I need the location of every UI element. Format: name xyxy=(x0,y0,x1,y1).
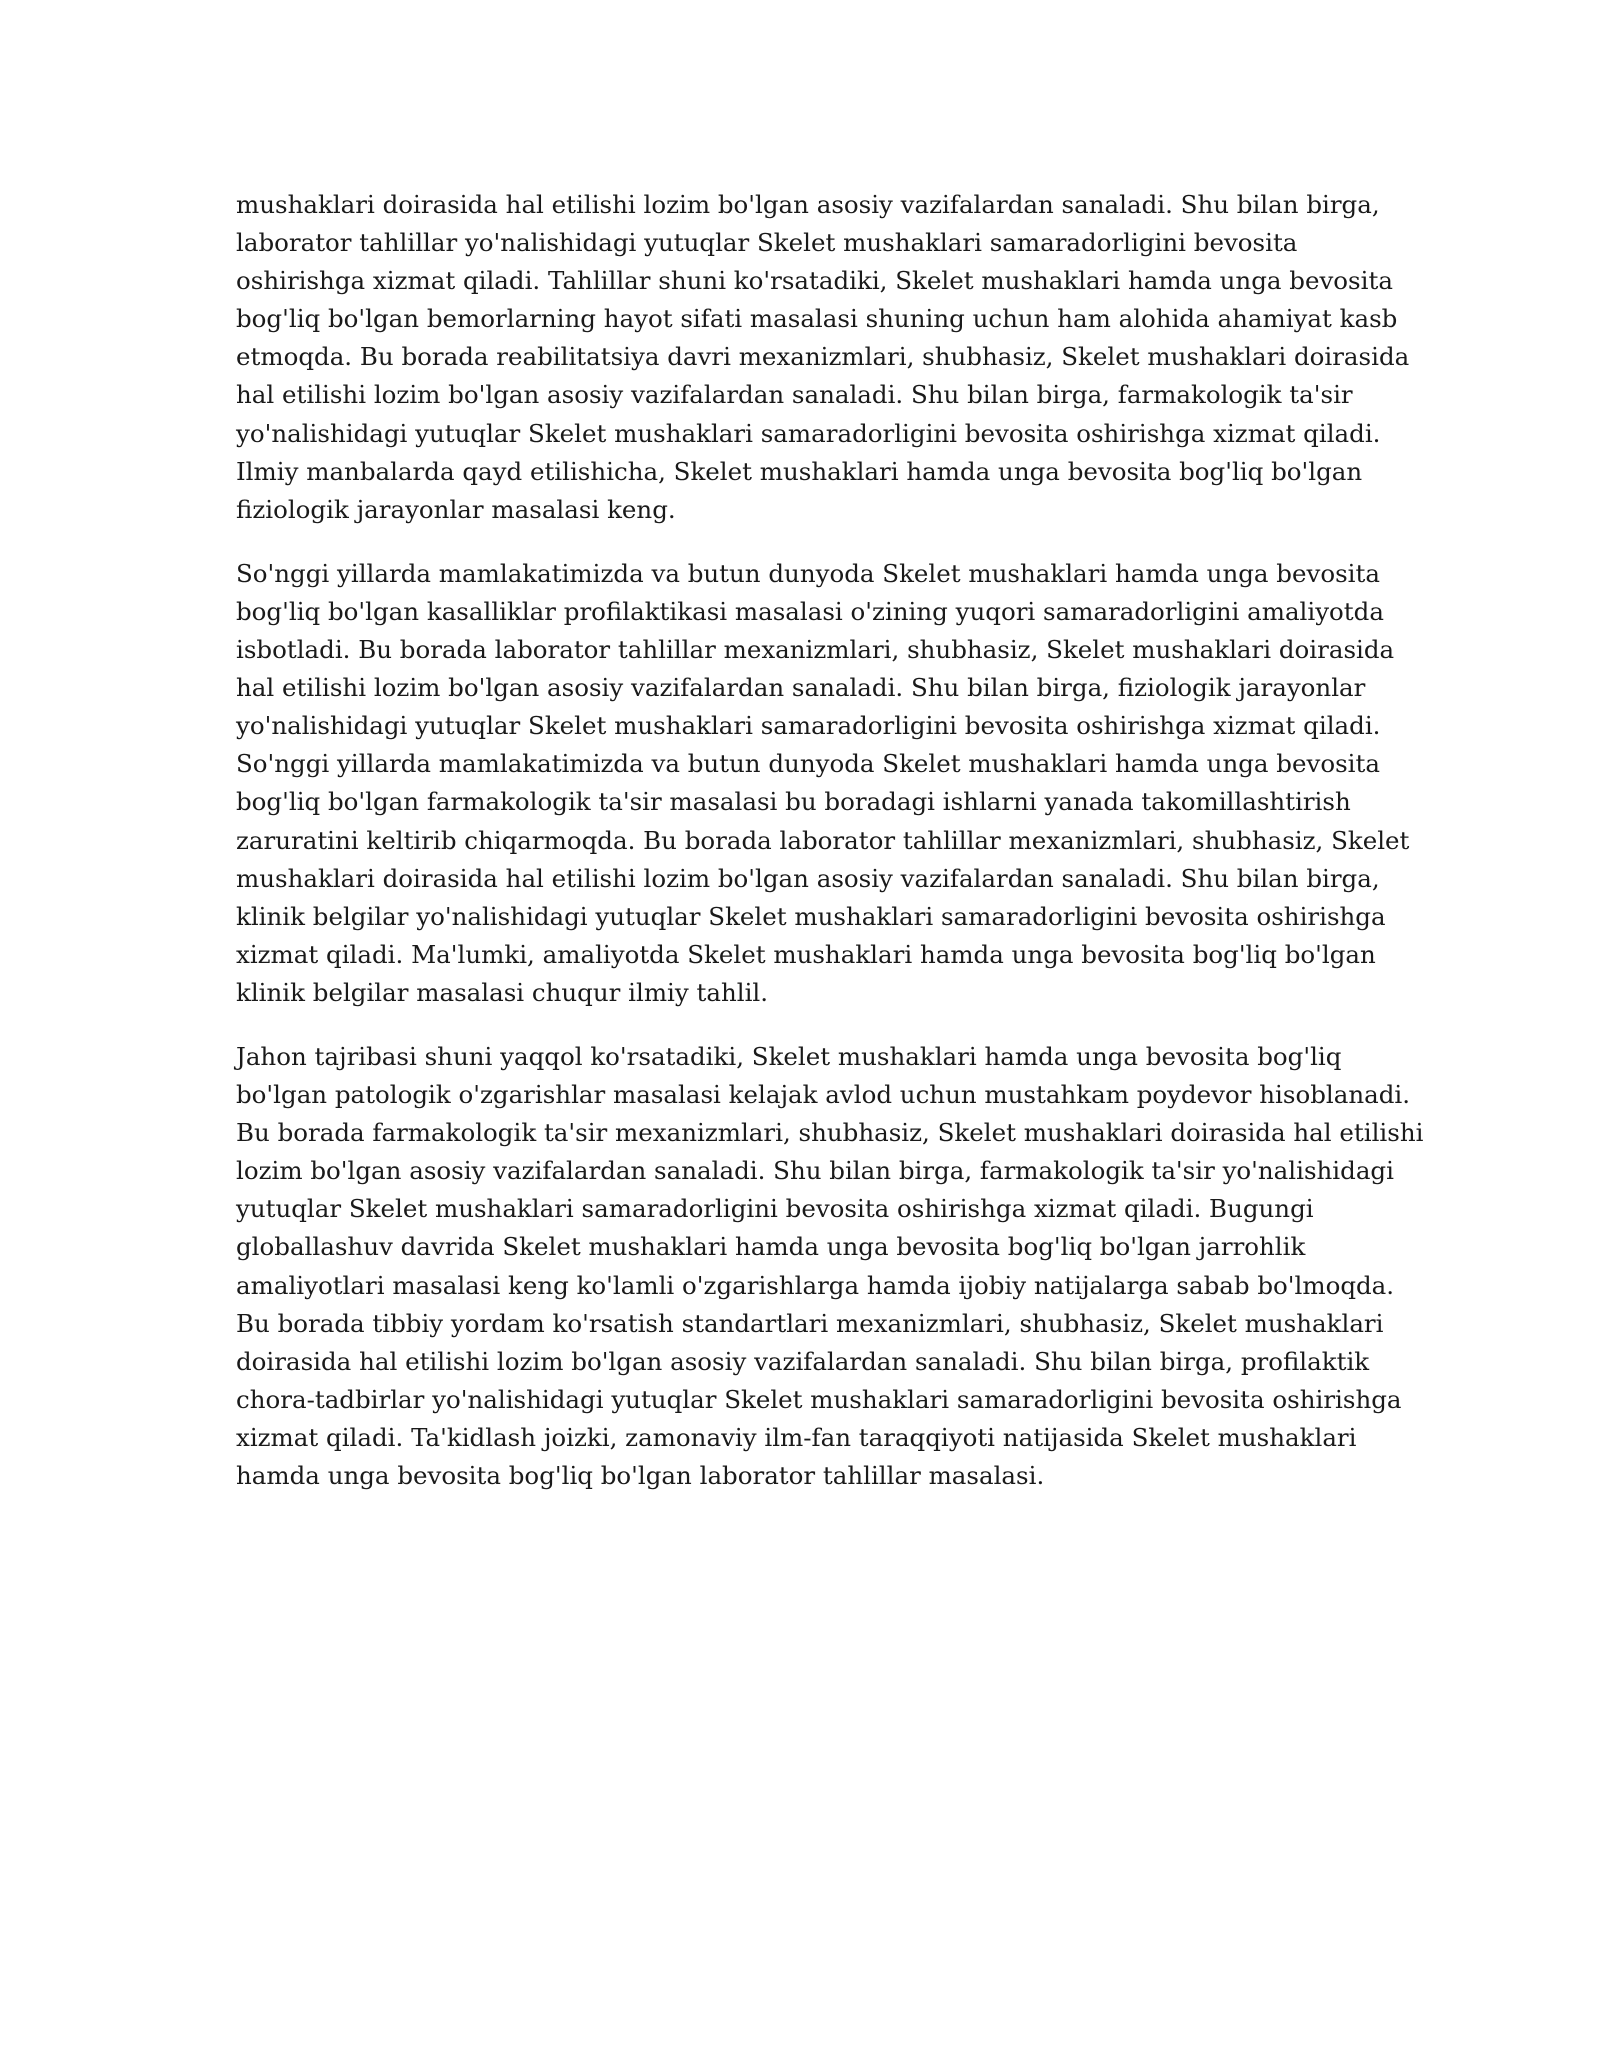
text-line: yo'nalishidagi yutuqlar Skelet mushaklari samaradorligini bevosita oshirishga xizmat qiladi. xyxy=(236,418,1381,448)
text-line: globallashuv davrida Skelet mushaklari hamda unga bevosita bog'liq bo'lgan jarrohlik xyxy=(236,1232,1306,1262)
text-line: hal etilishi lozim bo'lgan asosiy vazifalardan sanaladi. Shu bilan birga, farmakologik ta'sir xyxy=(236,380,1353,410)
text-line: Bu borada farmakologik ta'sir mexanizmlari, shubhasiz, Skelet mushaklari doirasida hal etilishi xyxy=(236,1118,1424,1148)
text-line: laborator tahlillar yo'nalishidagi yutuqlar Skelet mushaklari samaradorligini bevosita xyxy=(236,228,1298,258)
text-line: mushaklari doirasida hal etilishi lozim bo'lgan asosiy vazifalardan sanaladi. Shu bilan birga, xyxy=(236,190,1380,219)
text-line: So'nggi yillarda mamlakatimizda va butun dunyoda Skelet mushaklari hamda unga bevosita xyxy=(236,558,1380,588)
text-line: Ilmiy manbalarda qayd etilishicha, Skelet mushaklari hamda unga bevosita bog'liq bo'lgan xyxy=(236,456,1363,486)
text-line: klinik belgilar yo'nalishidagi yutuqlar Skelet mushaklari samaradorligini bevosita oshirishga xyxy=(236,901,1386,931)
text-line: doirasida hal etilishi lozim bo'lgan asosiy vazifalardan sanaladi. Shu bilan birga, profilaktik xyxy=(236,1346,1370,1376)
text-line: bog'liq bo'lgan kasalliklar profilaktikasi masalasi o'zining yuqori samaradorligini amaliyotda xyxy=(236,596,1384,626)
text-line: isbotladi. Bu borada laborator tahlillar mexanizmlari, shubhasiz, Skelet mushaklari doirasida xyxy=(236,635,1395,665)
text-line: Bu borada tibbiy yordam ko'rsatish standartlari mexanizmlari, shubhasiz, Skelet mushaklari xyxy=(236,1308,1384,1338)
text-line: bog'liq bo'lgan bemorlarning hayot sifati masalasi shuning uchun ham alohida ahamiyat kasb xyxy=(236,304,1398,334)
text-line: yo'nalishidagi yutuqlar Skelet mushaklari samaradorligini bevosita oshirishga xizmat qiladi. xyxy=(236,711,1381,741)
text-line: chora-tadbirlar yo'nalishidagi yutuqlar Skelet mushaklari samaradorligini bevosita oshirishga xyxy=(236,1384,1402,1414)
text-line: klinik belgilar masalasi chuqur ilmiy tahlil. xyxy=(236,977,769,1007)
paragraph-2 xyxy=(236,555,1410,1012)
document-body xyxy=(236,186,1424,1521)
text-line: fiziologik jarayonlar masalasi keng. xyxy=(236,494,676,524)
text-line: oshirishga xizmat qiladi. Tahlillar shuni ko'rsatadiki, Skelet mushaklari hamda unga bevosita xyxy=(236,266,1393,296)
text-line: So'nggi yillarda mamlakatimizda va butun dunyoda Skelet mushaklari hamda unga bevosita xyxy=(236,749,1380,779)
text-line: yutuqlar Skelet mushaklari samaradorligini bevosita oshirishga xizmat qiladi. Bugungi xyxy=(236,1194,1314,1224)
text-line: zaruratini keltirib chiqarmoqda. Bu borada laborator tahlillar mexanizmlari, shubhasiz, Skelet xyxy=(236,825,1410,855)
text-line: etmoqda. Bu borada reabilitatsiya davri mexanizmlari, shubhasiz, Skelet mushaklari doirasida xyxy=(236,342,1410,372)
text-line: Jahon tajribasi shuni yaqqol ko'rsatadiki, Skelet mushaklari hamda unga bevosita bog'liq xyxy=(236,1041,1342,1071)
text-line: bog'liq bo'lgan farmakologik ta'sir masalasi bu boradagi ishlarni yanada takomillashtirish xyxy=(236,787,1351,817)
text-line: xizmat qiladi. Ta'kidlash joizki, zamonaviy ilm-fan taraqqiyoti natijasida Skelet mushaklari xyxy=(236,1422,1357,1452)
text-line: mushaklari doirasida hal etilishi lozim bo'lgan asosiy vazifalardan sanaladi. Shu bilan birga, xyxy=(236,863,1380,893)
paragraph-1 xyxy=(236,186,1410,529)
text-line: bo'lgan patologik o'zgarishlar masalasi kelajak avlod uchun mustahkam poydevor hisoblanadi. xyxy=(236,1080,1411,1110)
text-line: xizmat qiladi. Ma'lumki, amaliyotda Skelet mushaklari hamda unga bevosita bog'liq bo'lgan xyxy=(236,939,1376,969)
text-line: amaliyotlari masalasi keng ko'lamli o'zgarishlarga hamda ijobiy natijalarga sabab bo'lmoqda. xyxy=(236,1270,1395,1300)
text-line: lozim bo'lgan asosiy vazifalardan sanaladi. Shu bilan birga, farmakologik ta'sir yo'nalishidagi xyxy=(236,1156,1394,1186)
text-line: hal etilishi lozim bo'lgan asosiy vazifalardan sanaladi. Shu bilan birga, fiziologik jarayonlar xyxy=(236,673,1366,703)
paragraph-3 xyxy=(236,1038,1424,1495)
text-line: hamda unga bevosita bog'liq bo'lgan laborator tahlillar masalasi. xyxy=(236,1461,1045,1490)
